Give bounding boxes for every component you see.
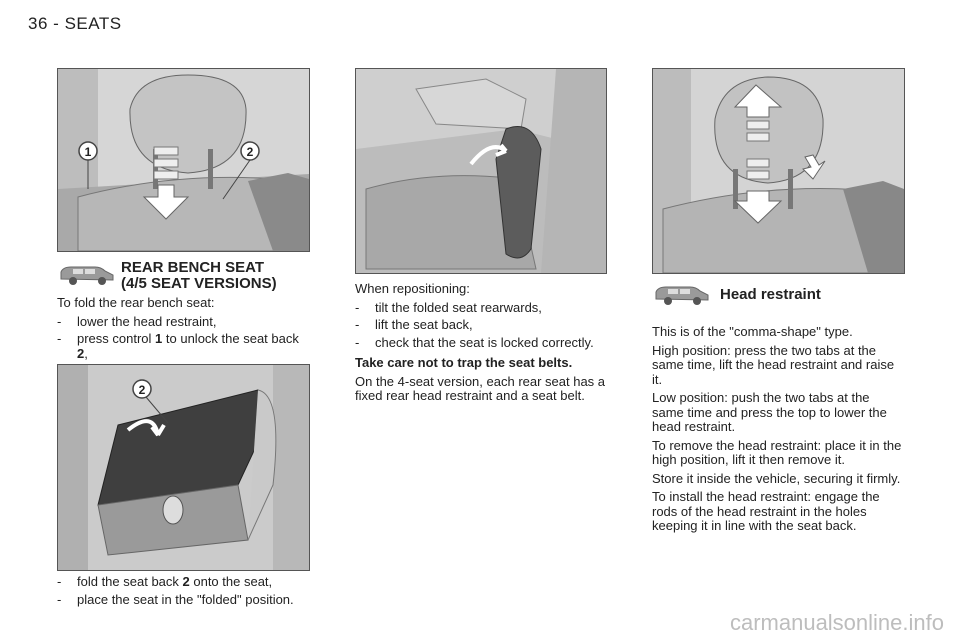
rear-bench-instructions-continued [57, 575, 309, 610]
page-header [28, 14, 122, 34]
note-text: On the 4-seat version, each rear seat has a fixed rear head restraint and a seat belt. [355, 373, 606, 403]
figure-head-restraint-positions [652, 68, 905, 274]
list-item: - lower the head restraint, [57, 313, 217, 329]
intro-text: To fold the rear bench seat: [57, 295, 215, 310]
section-heading-rear-bench [121, 260, 311, 292]
folded-seat-illustration [356, 69, 606, 273]
seat-head-restraint-illustration [58, 69, 309, 251]
section-heading-head-restraint: Head restraint [720, 286, 821, 303]
fold-seat-illustration [58, 365, 309, 570]
paragraph: Store it inside the vehicle, securing it firmly. [652, 470, 901, 486]
repositioning-instructions [355, 282, 607, 408]
list-item: - lift the seat back, [355, 317, 473, 332]
callout-2: 2 [138, 383, 146, 397]
paragraph: High position: press the two tabs at the same time, lift the head restraint and raise it. [652, 342, 895, 387]
head-restraint-instructions [652, 325, 904, 538]
list-item: - place the seat in the "folded" position. [57, 591, 294, 607]
page-number: 36 [28, 14, 48, 33]
paragraph: To install the head restraint: engage the rods of the head restraint in the holes keeping it in line with the seat back. [652, 489, 880, 533]
list-item: - fold the seat back 2 onto the seat, [57, 574, 273, 589]
intro-text: When repositioning: [355, 281, 470, 296]
list-item: - check that the seat is locked correctly. [355, 334, 594, 350]
head-restraint-illustration [653, 69, 904, 273]
paragraph: To remove the head restraint: place it in the high position, lift it then remove it. [652, 437, 902, 467]
heading-line-2: (4/5 SEAT VERSIONS) [121, 275, 277, 292]
page-title: SEATS [64, 14, 122, 33]
callout-2: 2 [246, 145, 254, 159]
heading-line-1: REAR BENCH SEAT [121, 259, 265, 276]
list-item: - tilt the folded seat rearwards, [355, 299, 542, 315]
figure-fold-seat-back [57, 364, 310, 571]
van-icon [652, 283, 712, 312]
watermark: carmanualsonline.info [729, 610, 944, 635]
list-item: - press control 1 to unlock the seat back 2, [57, 331, 299, 361]
rear-bench-instructions [57, 296, 309, 364]
paragraph: This is of the "comma-shape" type. [652, 324, 853, 339]
figure-lower-head-restraint [57, 68, 310, 252]
callout-1: 1 [84, 145, 92, 159]
paragraph: Low position: push the two tabs at the same time and press the top to lower the head restraint. [652, 390, 887, 434]
warning-text: Take care not to trap the seat belts. [355, 355, 573, 370]
figure-reposition-seat [355, 68, 607, 274]
van-icon [57, 263, 117, 292]
header-separator: - [53, 14, 60, 33]
